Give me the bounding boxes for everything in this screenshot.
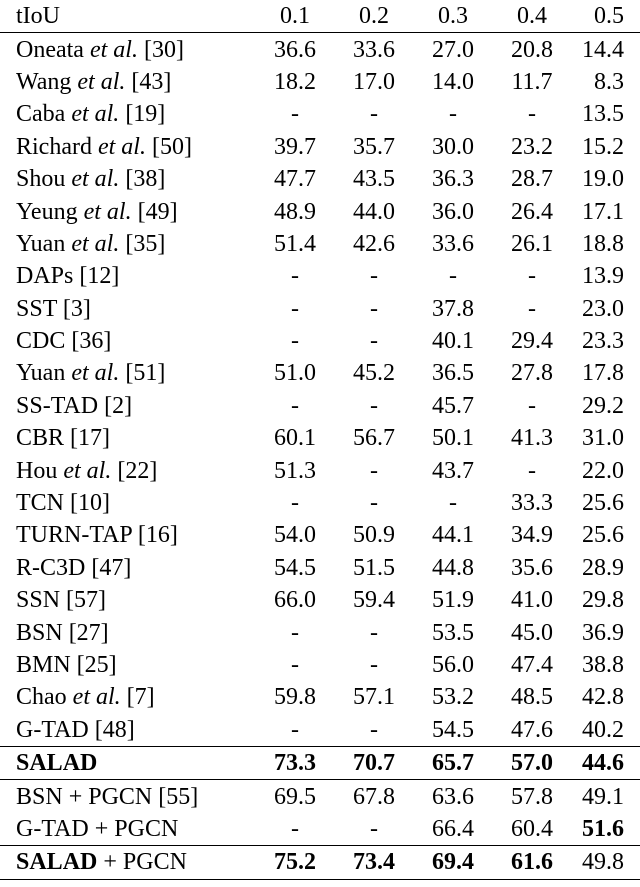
value-cell: 14.4	[582, 36, 624, 63]
value-cell: 33.6	[432, 230, 474, 257]
value-cell: 70.7	[335, 746, 413, 779]
table-row	[0, 163, 640, 195]
value-cell: 15.2	[582, 133, 624, 160]
value-cell: 51.3	[274, 457, 316, 484]
threshold-header: 0.3	[413, 0, 493, 33]
header-row	[0, 0, 640, 33]
table-row	[0, 584, 640, 616]
method-cell	[0, 552, 255, 584]
method-post: [22]	[111, 457, 158, 484]
method-cell	[0, 390, 255, 422]
value-cell: 20.8	[511, 36, 553, 63]
value-cell: 49.1	[582, 783, 624, 810]
value-cell: 59.8	[274, 684, 316, 711]
value-cell: 44.0	[353, 198, 395, 225]
value-cell: 40.1	[432, 328, 474, 355]
method-cell: G-TAD + PGCN	[16, 815, 179, 842]
method-em: et al.	[97, 133, 146, 160]
method-pre: DAPs [12]	[16, 263, 120, 290]
value-cell: 25.6	[582, 522, 624, 549]
value-cell: 66.0	[274, 587, 316, 614]
value-cell: 44.1	[432, 522, 474, 549]
value-cell: 44.8	[432, 554, 474, 581]
method-em: et al.	[72, 684, 121, 711]
method-pre: BMN [25]	[16, 652, 117, 678]
value-cell: 36.0	[432, 198, 474, 225]
value-cell: -	[370, 457, 378, 484]
value-cell: 35.7	[353, 133, 395, 160]
method-post: [51]	[119, 360, 166, 387]
value-cell: -	[291, 619, 299, 646]
value-cell: 11.7	[511, 68, 553, 95]
method-cell	[0, 163, 255, 195]
value-cell: 73.4	[335, 846, 413, 879]
pgcn-section	[0, 780, 640, 846]
value-cell: -	[291, 295, 299, 322]
salad-row	[0, 746, 640, 779]
value-cell: 28.9	[582, 554, 624, 581]
method-pre: Hou	[16, 457, 64, 484]
table-row	[0, 681, 640, 713]
method-cell	[0, 454, 255, 486]
value-cell: -	[449, 263, 457, 290]
value-cell: 28.7	[511, 166, 553, 193]
table-row	[0, 422, 640, 454]
value-cell: 57.0	[493, 746, 571, 779]
table-row	[0, 228, 640, 260]
value-cell: 33.3	[511, 490, 553, 517]
value-cell: 13.9	[582, 263, 624, 290]
method-cell	[0, 714, 255, 747]
value-cell: -	[528, 295, 536, 322]
value-cell: 48.5	[511, 684, 553, 711]
table-row	[0, 454, 640, 486]
value-cell: 75.2	[255, 846, 335, 879]
value-cell: 61.6	[493, 846, 571, 879]
value-cell: 51.0	[274, 360, 316, 387]
value-cell: 19.0	[582, 166, 624, 193]
method-post: [7]	[120, 684, 155, 711]
value-cell: -	[370, 652, 378, 678]
method-post: [19]	[119, 101, 166, 128]
value-cell: 29.8	[582, 587, 624, 614]
method-post: [38]	[119, 166, 166, 193]
table-row	[0, 260, 640, 292]
value-cell: 48.9	[274, 198, 316, 225]
value-cell: 69.5	[274, 783, 316, 810]
value-cell: -	[291, 101, 299, 128]
threshold-header: 0.4	[493, 0, 571, 33]
value-cell: -	[370, 815, 378, 842]
method-cell	[0, 422, 255, 454]
value-cell: 17.1	[582, 198, 624, 225]
value-cell: -	[291, 815, 299, 842]
table-row	[0, 552, 640, 584]
value-cell: 23.3	[582, 328, 624, 355]
value-cell: 18.2	[274, 68, 316, 95]
method-cell	[0, 616, 255, 648]
value-cell: 51.9	[432, 587, 474, 614]
method-cell	[0, 98, 255, 130]
value-cell: 38.8	[582, 652, 624, 678]
table-row	[0, 649, 640, 681]
method-em: et al.	[89, 36, 138, 63]
value-cell: 37.8	[432, 295, 474, 322]
value-cell: 42.8	[582, 684, 624, 711]
method-cell	[0, 293, 255, 325]
method-pre: SST [3]	[16, 295, 91, 322]
salad-pgcn-section	[0, 846, 640, 879]
method-cell	[0, 519, 255, 551]
value-cell: 13.5	[582, 101, 624, 128]
value-cell: 56.7	[353, 425, 395, 452]
value-cell: -	[449, 101, 457, 128]
method-cell	[0, 487, 255, 519]
value-cell: 67.8	[353, 783, 395, 810]
method-post: [30]	[137, 36, 184, 63]
method-pre: Yuan	[16, 230, 72, 257]
method-post: [50]	[145, 133, 192, 160]
method-pre: Chao	[16, 684, 73, 711]
method-cell	[0, 195, 255, 227]
value-cell: -	[528, 392, 536, 419]
value-cell: 33.6	[353, 36, 395, 63]
value-cell: 36.6	[274, 36, 316, 63]
table-row	[0, 293, 640, 325]
value-cell: 47.6	[511, 716, 553, 743]
value-cell: 44.6	[571, 746, 640, 779]
value-cell: 47.4	[511, 652, 553, 678]
table-row	[0, 131, 640, 163]
method-em: et al.	[77, 68, 126, 95]
salad-section	[0, 746, 640, 779]
value-cell: 41.0	[511, 587, 553, 614]
value-cell: 56.0	[432, 652, 474, 678]
value-cell: 27.8	[511, 360, 553, 387]
value-cell: 60.4	[511, 815, 553, 842]
value-cell: 69.4	[413, 846, 493, 879]
value-cell: 51.5	[353, 554, 395, 581]
value-cell: 65.7	[413, 746, 493, 779]
value-cell: 8.3	[594, 68, 624, 95]
table-row	[0, 616, 640, 648]
value-cell: 39.7	[274, 133, 316, 160]
method-pre: BSN [27]	[16, 619, 109, 646]
pgcn-row	[0, 813, 640, 846]
value-cell: 31.0	[582, 425, 624, 452]
method-pre: CBR [17]	[16, 425, 111, 452]
salad-pgcn-row	[0, 846, 640, 879]
method-cell	[0, 228, 255, 260]
method-cell	[0, 584, 255, 616]
value-cell: 59.4	[353, 587, 395, 614]
method-em: et al.	[71, 166, 120, 193]
value-cell: 41.3	[511, 425, 553, 452]
method-cell	[0, 33, 255, 66]
value-cell: 47.7	[274, 166, 316, 193]
value-cell: -	[449, 490, 457, 517]
value-cell: -	[528, 263, 536, 290]
value-cell: 23.2	[511, 133, 553, 160]
table-row	[0, 66, 640, 98]
metric-header: tIoU	[0, 0, 255, 33]
value-cell: 23.0	[582, 295, 624, 322]
method-rest: + PGCN	[97, 849, 187, 876]
value-cell: 50.9	[353, 522, 395, 549]
value-cell: 14.0	[432, 68, 474, 95]
value-cell: -	[291, 490, 299, 517]
table-row	[0, 714, 640, 747]
method-bold: SALAD	[16, 849, 98, 876]
value-cell: 53.2	[432, 684, 474, 711]
method-pre: SSN [57]	[16, 587, 107, 614]
value-cell: -	[291, 263, 299, 290]
value-cell: 73.3	[255, 746, 335, 779]
method-em: et al.	[83, 198, 132, 225]
value-cell: 36.5	[432, 360, 474, 387]
value-cell: 51.4	[274, 230, 316, 257]
value-cell: 18.8	[582, 230, 624, 257]
threshold-header: 0.1	[255, 0, 335, 33]
value-cell: -	[370, 328, 378, 355]
value-cell: -	[370, 716, 378, 743]
value-cell: 51.6	[582, 815, 624, 842]
value-cell: 43.5	[353, 166, 395, 193]
method-cell	[0, 846, 255, 879]
value-cell: 29.2	[582, 392, 624, 419]
value-cell: 26.1	[511, 230, 553, 257]
value-cell: 53.5	[432, 619, 474, 646]
method-cell	[0, 66, 255, 98]
method-cell: SALAD	[0, 746, 255, 779]
value-cell: -	[370, 490, 378, 517]
value-cell: -	[528, 457, 536, 484]
value-cell: -	[528, 101, 536, 128]
table-row	[0, 325, 640, 357]
method-pre: CDC [36]	[16, 328, 112, 355]
method-post: [49]	[131, 198, 178, 225]
value-cell: 40.2	[582, 716, 624, 743]
method-pre: G-TAD [48]	[16, 716, 135, 743]
value-cell: 43.7	[432, 457, 474, 484]
method-pre: TCN [10]	[16, 490, 110, 517]
method-pre: Oneata	[16, 36, 90, 63]
value-cell: 17.8	[582, 360, 624, 387]
method-cell	[0, 357, 255, 389]
value-cell: 45.2	[353, 360, 395, 387]
value-cell: 29.4	[511, 328, 553, 355]
table-row	[0, 195, 640, 227]
value-cell: 17.0	[353, 68, 395, 95]
method-pre: SS-TAD [2]	[16, 392, 133, 419]
value-cell: 22.0	[582, 457, 624, 484]
value-cell: 42.6	[353, 230, 395, 257]
method-cell	[0, 260, 255, 292]
value-cell: -	[291, 652, 299, 678]
value-cell: 36.9	[582, 619, 624, 646]
method-em: et al.	[71, 230, 120, 257]
table-row	[0, 357, 640, 389]
baseline-rows	[0, 33, 640, 747]
value-cell: -	[370, 101, 378, 128]
method-cell	[0, 681, 255, 713]
value-cell: 25.6	[582, 490, 624, 517]
value-cell: 26.4	[511, 198, 553, 225]
method-em: et al.	[63, 457, 112, 484]
value-cell: 54.0	[274, 522, 316, 549]
pgcn-row	[0, 780, 640, 813]
value-cell: -	[370, 392, 378, 419]
value-cell: -	[370, 295, 378, 322]
value-cell: 63.6	[432, 783, 474, 810]
threshold-header: 0.5	[571, 0, 640, 33]
method-pre: Caba	[16, 101, 72, 128]
method-em: et al.	[71, 360, 120, 387]
method-em: et al.	[71, 101, 120, 128]
table-row	[0, 390, 640, 422]
method-pre: R-C3D [47]	[16, 554, 132, 581]
table-row	[0, 98, 640, 130]
value-cell: 60.1	[274, 425, 316, 452]
value-cell: 35.6	[511, 554, 553, 581]
value-cell: 66.4	[432, 815, 474, 842]
method-cell	[0, 649, 255, 681]
value-cell: 27.0	[432, 36, 474, 63]
value-cell: 57.8	[511, 783, 553, 810]
value-cell: -	[370, 263, 378, 290]
value-cell: 45.7	[432, 392, 474, 419]
method-post: [35]	[119, 230, 166, 257]
value-cell: -	[370, 619, 378, 646]
table-row	[0, 487, 640, 519]
method-pre: Richard	[16, 133, 98, 160]
method-pre: Shou	[16, 166, 72, 193]
value-cell: 49.8	[571, 846, 640, 879]
value-cell: 54.5	[432, 716, 474, 743]
value-cell: 36.3	[432, 166, 474, 193]
value-cell: 50.1	[432, 425, 474, 452]
method-cell	[0, 131, 255, 163]
method-cell: BSN + PGCN [55]	[16, 783, 199, 810]
value-cell: -	[291, 392, 299, 419]
value-cell: 45.0	[511, 619, 553, 646]
method-pre: Yeung	[16, 198, 84, 225]
method-post: [43]	[125, 68, 172, 95]
method-cell	[0, 325, 255, 357]
value-cell: -	[291, 716, 299, 743]
value-cell: 34.9	[511, 522, 553, 549]
value-cell: 30.0	[432, 133, 474, 160]
table-row	[0, 33, 640, 66]
table-row	[0, 519, 640, 551]
method-pre: Yuan	[16, 360, 72, 387]
method-pre: Wang	[16, 68, 78, 95]
value-cell: 57.1	[353, 684, 395, 711]
value-cell: 54.5	[274, 554, 316, 581]
method-pre: TURN-TAP [16]	[16, 522, 178, 549]
threshold-header: 0.2	[335, 0, 413, 33]
value-cell: -	[291, 328, 299, 355]
